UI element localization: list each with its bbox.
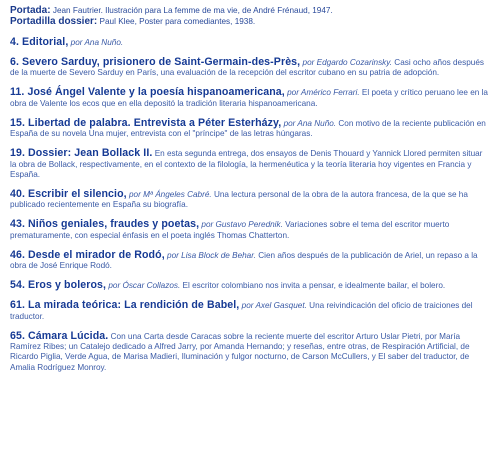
- entry-title: Cámara Lúcida.: [28, 329, 109, 342]
- entry-page-number: 54.: [10, 279, 26, 292]
- portada-text: Jean Fautrier. Ilustración para La femme de ma vie, de André Frénaud, 1947.: [52, 6, 333, 15]
- toc-entry: [10, 300, 488, 322]
- entry-author: por Américo Ferrari.: [287, 88, 360, 98]
- entry-title: Escribir el silencio,: [28, 187, 127, 200]
- entry-title: Desde el mirador de Rodó,: [28, 248, 165, 261]
- entry-summary: El poeta y crítico peruano lee en la obra de Valente los ecos que en ella depositó la tradición literaria hispanoamericana.: [10, 88, 488, 108]
- entry-summary: Casi ocho años después de la muerte de Severo Sarduy en París, una evaluación de la recepción del escritor cubano en su patria de adopción.: [10, 58, 484, 78]
- dossier-text: Paul Klee, Poster para comediantes, 1938.: [99, 16, 256, 26]
- entry-summary: Con motivo de la reciente publicación en España de su novela Una mujer, entrevista con el "príncipe" de las letras húngaras.: [10, 118, 486, 139]
- dossier-line: [10, 17, 488, 28]
- dossier-label: Portadilla dossier:: [10, 15, 98, 27]
- entry-title: Eros y boleros,: [28, 279, 107, 292]
- toc-entry: [10, 148, 488, 180]
- entry-summary: Una reivindicación del oficio de traiciones del traductor.: [10, 301, 473, 321]
- toc-entry: [10, 280, 488, 291]
- entry-page-number: 19.: [10, 147, 26, 160]
- entry-title: Dossier: Jean Bollack II.: [28, 147, 153, 160]
- entry-page-number: 40.: [10, 187, 26, 200]
- toc-entry: [10, 250, 488, 272]
- toc-entry: [10, 37, 488, 48]
- entry-summary: Una lectura personal de la obra de la autora francesa, de la que se ha publicado recientemente en España su biografía.: [10, 189, 468, 210]
- entry-title: Libertad de palabra. Entrevista a Péter Esterházy,: [28, 116, 282, 129]
- entry-title: Niños geniales, fraudes y poetas,: [28, 218, 200, 231]
- toc-entry: [10, 219, 488, 241]
- entry-author: por Gustavo Perednik.: [201, 220, 283, 230]
- cover-credits: [10, 6, 488, 27]
- entry-summary: Cien años después de la publicación de Ariel, un repaso a la obra de José Enrique Rodó.: [10, 250, 478, 271]
- entry-page-number: 61.: [10, 299, 26, 312]
- entry-title: José Ángel Valente y la poesía hispanoamericana,: [27, 86, 285, 99]
- entry-author: por Axel Gasquet.: [241, 301, 307, 311]
- entry-summary: Con una Carta desde Caracas sobre la reciente muerte del escritor Arturo Uslar Pietri, por María Ramírez Ribes; un Catalejo dedicado a Alfred Jarry, por Amanda Hernando; y reseñas, entre otras, de Respiración Artificial, de Ricardo Piglia, Verde Agua, de Marisa Madieri, Iluminación y fulgor nocturno, de Carson McCullers, y El saber del traductor, de Amalia Rodríguez Monroy.: [10, 331, 470, 372]
- toc-entry: [10, 87, 488, 109]
- entry-summary: Variaciones sobre el tema del escritor muerto prematuramente, con especial énfasis en el poeta inglés Thomas Chatterton.: [10, 220, 450, 240]
- entry-author: por Lisa Block de Behar.: [167, 250, 256, 260]
- entry-page-number: 11.: [10, 86, 25, 99]
- entry-author: por Mª Ángeles Cabré.: [128, 189, 212, 199]
- toc-entry: [10, 331, 488, 373]
- entry-title: Severo Sarduy, prisionero de Saint-Germain-des-Près,: [22, 56, 301, 69]
- entry-summary: El escritor colombiano nos invita a pensar, e idealmente bailar, el bolero.: [182, 281, 446, 291]
- entry-page-number: 6.: [10, 56, 20, 69]
- entry-author: por Edgardo Cozarinsky.: [302, 58, 393, 68]
- entry-page-number: 4.: [10, 36, 20, 48]
- entry-page-number: 43.: [10, 218, 26, 231]
- toc-entry: [10, 189, 488, 211]
- entry-author: por Ana Nuño.: [70, 38, 124, 47]
- toc-entry: [10, 57, 488, 79]
- entry-summary: En esta segunda entrega, dos ensayos de Denis Thouard y Yannick Llored permiten situar la obra de Bollack, respectivamente, en el contexto de la filología, la hermenéutica y la teoría literaria hoy vigentes en Francia y España.: [10, 149, 483, 179]
- entry-author: por Óscar Collazos.: [108, 281, 181, 291]
- entry-page-number: 65.: [10, 329, 26, 342]
- entry-title: Editorial,: [22, 36, 69, 48]
- entry-title: La mirada teórica: La rendición de Babel,: [28, 299, 240, 312]
- entry-page-number: 15.: [10, 116, 26, 129]
- toc-entry: [10, 118, 488, 140]
- entry-page-number: 46.: [10, 248, 26, 261]
- entry-author: por Ana Nuño.: [283, 118, 337, 128]
- portada-label: Portada:: [10, 5, 51, 16]
